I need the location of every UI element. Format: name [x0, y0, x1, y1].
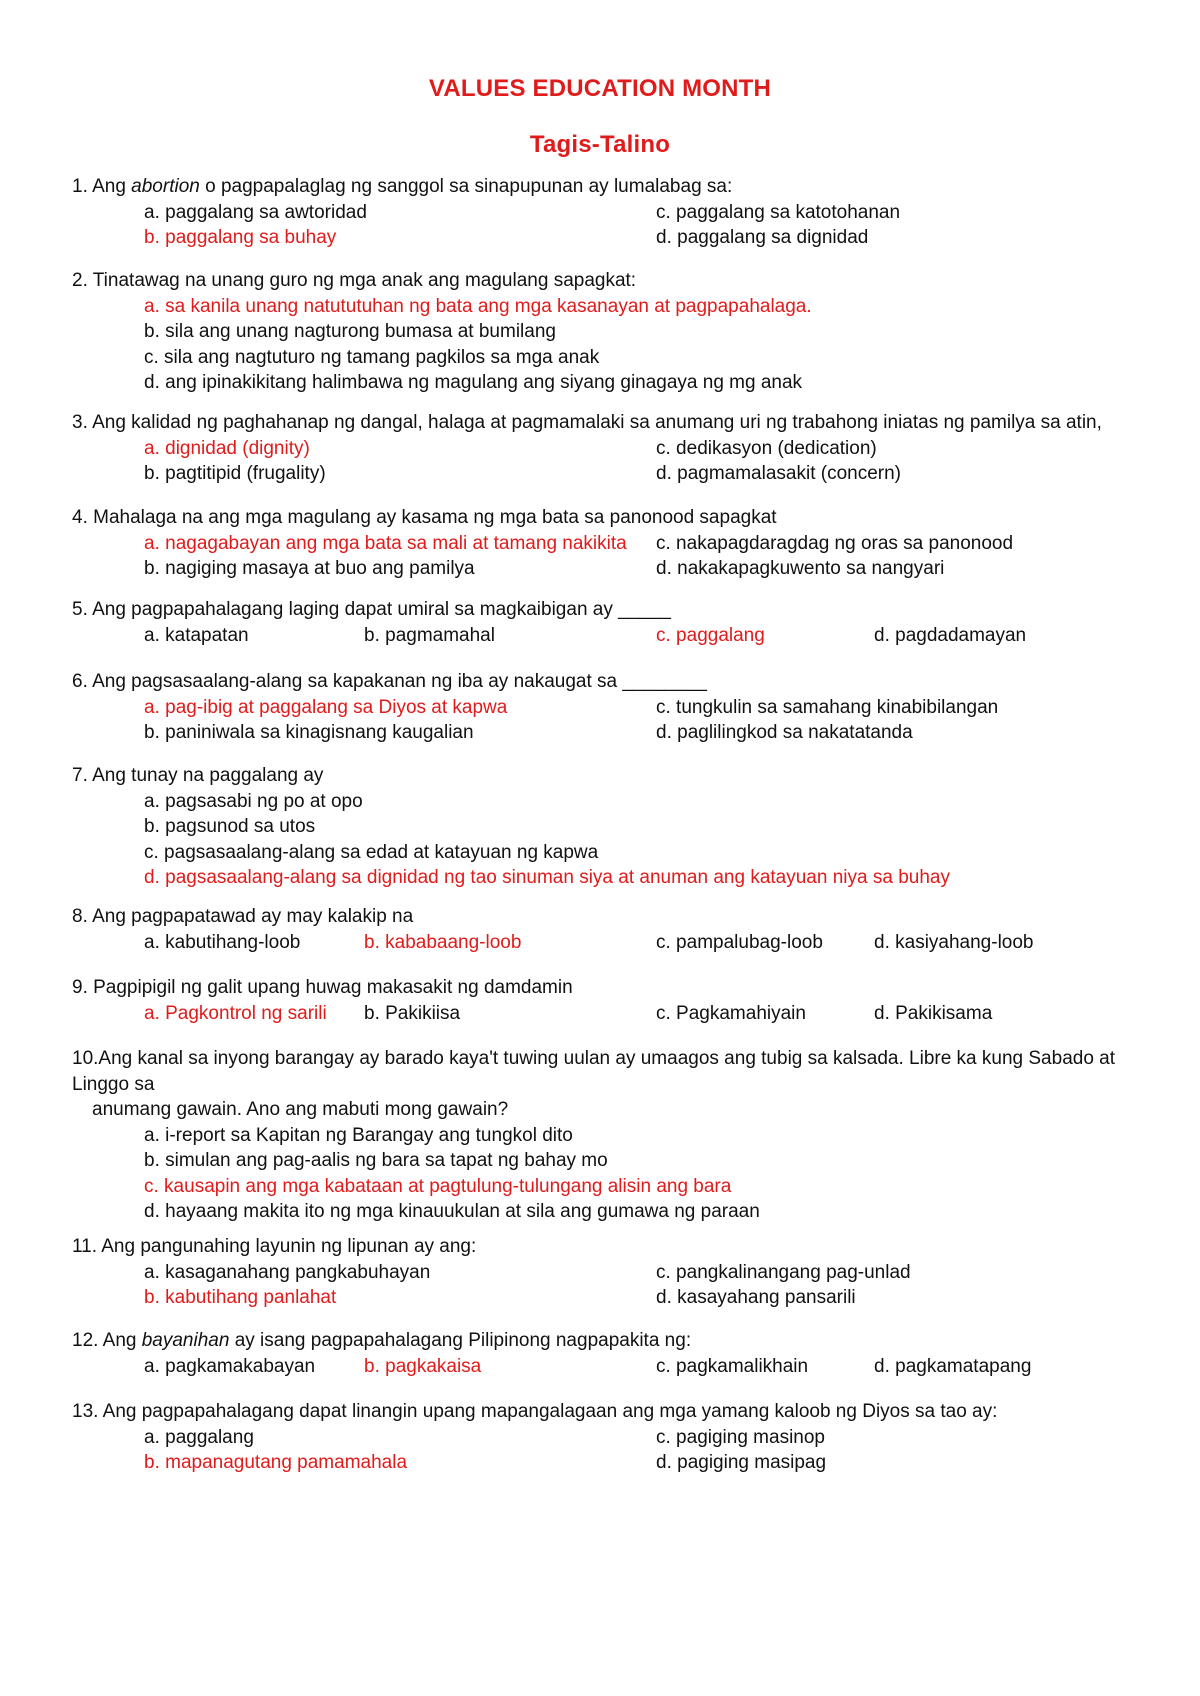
question-stem: 11. Ang pangunahing layunin ng lipunan ay ang:	[72, 1236, 477, 1257]
question-stem: 10.Ang kanal sa inyong barangay ay barado kaya't tuwing uulan ay umaagos ang tubig sa kalsada. Libre ka kung Sabado at Linggo sa	[72, 1048, 1116, 1095]
question-13	[72, 1399, 1132, 1476]
question-stem: 2. Tinatawag na unang guro ng mga anak ang magulang sapagkat:	[72, 270, 637, 291]
italic-term: abortion	[131, 176, 200, 197]
option-a: a. i-report sa Kapitan ng Barangay ang tungkol dito	[144, 1124, 573, 1146]
option-b: b. sila ang unang nagturong bumasa at bumilang	[144, 321, 556, 342]
question-stem: 3. Ang kalidad ng paghahanap ng dangal, halaga at pagmamalaki sa anumang uri ng trabahong iniatas ng pamilya sa atin,	[72, 412, 1102, 433]
option-c: c. pagkamalikhain	[656, 1355, 809, 1377]
option-a: a. pagkamakabayan	[144, 1355, 316, 1377]
option-c: c. pagsasaalang-alang sa edad at katayuan ng kapwa	[144, 841, 599, 863]
option-b: b. Pakikiisa	[364, 1002, 461, 1024]
question-4	[72, 505, 1132, 582]
option-c: c. paggalang sa katotohanan	[656, 201, 901, 223]
option-d: d. kasiyahang-loob	[874, 931, 1034, 953]
page-subtitle: Tagis-Talino	[529, 131, 671, 158]
option-b-answer: b. mapanagutang pamamahala	[144, 1452, 408, 1473]
question-stem: 9. Pagpipigil ng galit upang huwag makasakit ng damdamin	[72, 977, 573, 998]
question-6	[72, 669, 1132, 746]
option-c: c. sila ang nagtuturo ng tamang pagkilos sa mga anak	[144, 346, 600, 368]
option-c: c. tungkulin sa samahang kinabibilangan	[656, 696, 999, 718]
option-d: d. hayaang makita ito ng mga kinauukulan at sila ang gumawa ng paraan	[144, 1201, 760, 1222]
option-c: c. pagiging masinop	[656, 1426, 825, 1448]
option-a-answer: a. dignidad (dignity)	[144, 437, 310, 459]
option-a: a. paggalang	[144, 1426, 254, 1448]
option-c-answer: c. paggalang	[656, 624, 765, 646]
option-c-answer: c. kausapin ang mga kabataan at pagtulung-tulungang alisin ang bara	[144, 1175, 732, 1197]
option-d-answer: d. pagsasaalang-alang sa dignidad ng tao sinuman siya at anuman ang katayuan niya sa buhay	[144, 867, 950, 888]
option-a: a. katapatan	[144, 624, 249, 646]
option-a: a. kabutihang-loob	[144, 931, 301, 953]
question-stem-continued: anumang gawain. Ano ang mabuti mong gawain?	[92, 1099, 509, 1120]
question-3	[72, 410, 1132, 487]
question-7	[72, 763, 1132, 891]
option-b: b. paniniwala sa kinagisnang kaugalian	[144, 722, 474, 743]
option-c: c. Pagkamahiyain	[656, 1002, 806, 1024]
question-12	[72, 1328, 1132, 1379]
option-c: c. pampalubag-loob	[656, 931, 823, 953]
option-b: b. simulan ang pag-aalis ng bara sa tapat ng bahay mo	[144, 1150, 608, 1171]
option-c: c. pangkalinangang pag-unlad	[656, 1261, 911, 1283]
question-5	[72, 597, 1132, 648]
option-d: d. paggalang sa dignidad	[656, 227, 869, 248]
option-b: b. pagtitipid (frugality)	[144, 463, 326, 484]
option-d: d. kasayahang pansarili	[656, 1287, 856, 1308]
option-a: a. paggalang sa awtoridad	[144, 201, 367, 223]
option-d: d. nakakapagkuwento sa nangyari	[656, 558, 945, 579]
option-a-answer: a. sa kanila unang natututuhan ng bata ang mga kasanayan at pagpapahalaga.	[144, 295, 812, 317]
option-d: d. pagiging masipag	[656, 1452, 827, 1473]
option-c: c. nakapagdaragdag ng oras sa panonood	[656, 532, 1014, 554]
question-1	[72, 174, 1132, 251]
page-title: VALUES EDUCATION MONTH	[428, 75, 772, 102]
option-b-answer: b. paggalang sa buhay	[144, 227, 337, 248]
option-b: b. pagmamahal	[364, 624, 495, 646]
option-a-answer: a. pag-ibig at paggalang sa Diyos at kapwa	[144, 696, 508, 718]
question-stem: 6. Ang pagsasaalang-alang sa kapakanan ng iba ay nakaugat sa ________	[72, 671, 707, 692]
question-stem: 12. Ang bayanihan ay isang pagpapahalagang Pilipinong nagpapakita ng:	[72, 1330, 692, 1351]
question-10	[72, 1046, 1132, 1225]
option-b-answer: b. pagkakaisa	[364, 1355, 482, 1377]
option-d: d. pagdadamayan	[874, 624, 1027, 646]
option-b-answer: b. kabutihang panlahat	[144, 1287, 337, 1308]
question-stem: 4. Mahalaga na ang mga magulang ay kasama ng mga bata sa panonood sapagkat	[72, 507, 777, 528]
option-a: a. pagsasabi ng po at opo	[144, 790, 363, 812]
question-stem: 7. Ang tunay na paggalang ay	[72, 765, 324, 786]
option-b: b. nagiging masaya at buo ang pamilya	[144, 558, 475, 579]
option-a-answer: a. nagagabayan ang mga bata sa mali at tamang nakikita	[144, 532, 627, 554]
question-8	[72, 904, 1132, 955]
option-a-answer: a. Pagkontrol ng sarili	[144, 1002, 327, 1024]
option-a: a. kasaganahang pangkabuhayan	[144, 1261, 431, 1283]
option-c: c. dedikasyon (dedication)	[656, 437, 877, 459]
option-d: d. ang ipinakikitang halimbawa ng magulang ang siyang ginagaya ng mg anak	[144, 372, 803, 393]
option-d: d. Pakikisama	[874, 1002, 993, 1024]
question-stem: 1. Ang abortion o pagpapalaglag ng sanggol sa sinapupunan ay lumalabag sa:	[72, 176, 733, 197]
question-stem: 8. Ang pagpapatawad ay may kalakip na	[72, 906, 414, 927]
question-stem: 5. Ang pagpapahalagang laging dapat umiral sa magkaibigan ay _____	[72, 599, 671, 620]
option-d: d. pagmamalasakit (concern)	[656, 463, 901, 484]
question-2	[72, 268, 1132, 396]
question-11	[72, 1234, 1132, 1311]
option-d: d. paglilingkod sa nakatatanda	[656, 722, 913, 743]
question-stem: 13. Ang pagpapahalagang dapat linangin upang mapangalagaan ang mga yamang kaloob ng Diyos sa tao ay:	[72, 1401, 998, 1422]
question-9	[72, 975, 1132, 1026]
option-d: d. pagkamatapang	[874, 1355, 1032, 1377]
option-b: b. pagsunod sa utos	[144, 816, 316, 837]
option-b-answer: b. kababaang-loob	[364, 931, 522, 953]
italic-term: bayanihan	[141, 1330, 230, 1351]
